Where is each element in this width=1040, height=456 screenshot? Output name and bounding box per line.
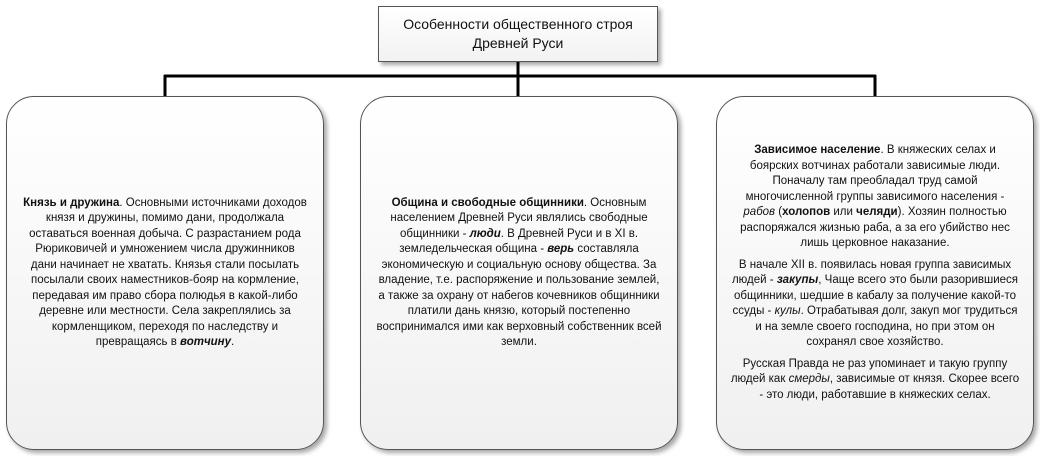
term-votchina: вотчину <box>180 336 232 348</box>
term-rabov: рабов <box>743 206 776 218</box>
card-community <box>360 96 678 450</box>
card-text: Община и свободные общинники. Основным населением Древней Руси являлись свободные общинники - люди. В Древней Руси и в XI в. земледельческая община - верь составляла экономическую и социальную основу общества. За владение, т.е. распоряжение и пользование землей, а также за охрану от набегов кочевников общинники платили дань князю, который постепенно воспринимался ими как верховный собственник всей земли. <box>376 196 662 348</box>
diagram-title-box <box>378 6 658 62</box>
term-lyudi: люди <box>469 227 501 240</box>
term-zakupy: закупы <box>776 274 819 286</box>
term-ver: верь <box>547 243 575 255</box>
card-heading: Община и свободные общинники <box>391 196 584 209</box>
card-paragraph-3: Русская Правда не раз упоминает и такую группу людей как смерды, зависимые от князя. Скорее всего - это люди, работавшие в княжеских селах. <box>730 357 1020 401</box>
term-kuly: кулы <box>774 305 801 317</box>
term-kholopov: холопов <box>782 206 831 218</box>
diagram-title: Особенности общественного строя Древней Руси <box>403 16 633 51</box>
card-heading: Зависимое население <box>754 144 881 156</box>
term-chelyadi: челяди <box>856 206 898 218</box>
card-heading: Князь и дружина <box>23 196 120 209</box>
term-smerdy: смерды <box>788 373 830 385</box>
card-dependent-population <box>716 96 1034 450</box>
card-paragraph-1: Зависимое население. В княжеских селах и боярских вотчинах работали зависимые люди. Поначалу там преобладал труд самой многочисленной группы зависимого населения - рабов (холопов или челяди). Хозяин полностью распоряжался жизнью раба, а за его убийство нес лишь церковное наказание. <box>740 144 1010 249</box>
card-paragraph-2: В начале XII в. появилась новая группа зависимых людей - закупы, Чаще всего это были разорившиеся общинники, шедшие в кабалу за получение какой-то ссуды - кулы. Отрабатывая долг, закуп мог трудиться и на земле своего господина, но при этом он сохранял свое хозяйство. <box>731 258 1019 348</box>
card-prince-druzhina <box>6 96 324 450</box>
card-text: Князь и дружина. Основными источниками доходов князя и дружины, помимо дани, продолжала оставаться военная добыча. С разрастанием рода Рюриковичей и умножением числа дружинников дани начинает не хватать. Князья стали посылать посылали своих наместников-бояр на кормление, передавая им право сбора полюдья в какой-либо деревне или местности. Села закреплялись за кормленщиком, переходя по наследству и превращаясь в вотчину. <box>23 196 307 348</box>
